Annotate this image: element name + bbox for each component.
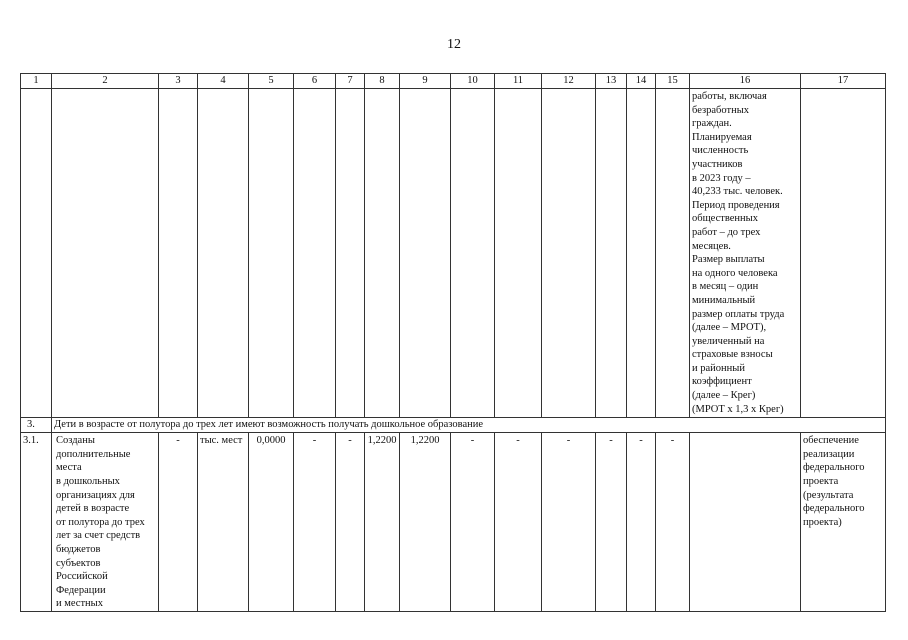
purpose-line: реализации — [803, 448, 855, 460]
description-line: работы, включая — [692, 91, 767, 102]
table-cell — [159, 89, 198, 418]
table-cell — [365, 89, 400, 418]
table-cell — [336, 89, 365, 418]
description-line: Размер выплаты — [692, 254, 765, 266]
indicator-name-line: бюджетов — [56, 544, 101, 555]
description-line: месяцев. — [692, 240, 731, 252]
table-cell: - — [495, 433, 542, 612]
column-number: 3 — [159, 74, 198, 89]
table-cell: - — [336, 433, 365, 612]
column-number: 14 — [627, 74, 656, 89]
column-number: 8 — [365, 74, 400, 89]
indicator-name-line: места — [56, 462, 82, 474]
indicator-name-line: и местных — [56, 598, 103, 610]
description-line: безработных — [692, 104, 750, 116]
column-number: 7 — [336, 74, 365, 89]
section-row — [21, 418, 886, 433]
column-number: 4 — [198, 74, 249, 89]
purpose-line: проекта — [803, 476, 839, 488]
description-line: численность — [692, 145, 749, 157]
value-cell: 1,2200 — [365, 433, 400, 612]
table-cell: - — [656, 433, 690, 612]
table-cell: - — [542, 433, 596, 612]
column-number: 5 — [249, 74, 294, 89]
indicator-name-line: от полутора до трех — [56, 516, 145, 528]
table-cell — [656, 89, 690, 418]
description-line: (далее – Крег) — [692, 390, 756, 402]
indicator-name-line: дополнительные — [56, 448, 131, 460]
description-line: в месяц – один — [692, 281, 759, 293]
description-line: общественных — [692, 213, 758, 225]
section-number: 3. — [21, 418, 52, 433]
description-line: увеличенный на — [692, 335, 765, 347]
purpose-line: (результата — [803, 489, 854, 501]
column-number-row — [21, 74, 886, 89]
description-line: 40,233 тыс. человек. — [692, 186, 783, 198]
table-cell: - — [159, 433, 198, 612]
column-number: 15 — [656, 74, 690, 89]
description-line: страховые взносы — [692, 349, 773, 361]
table-cell — [801, 89, 886, 418]
indicator-name-line: субъектов — [56, 557, 101, 569]
purpose-line: федерального — [803, 503, 865, 515]
page-number: 12 — [447, 37, 461, 52]
row-number: 3.1. — [21, 433, 52, 612]
document-table — [20, 73, 886, 612]
continuation-row — [21, 89, 886, 418]
description-line: Планируемая — [692, 131, 752, 143]
table-cell: - — [596, 433, 627, 612]
indicator-name-cell — [52, 433, 159, 612]
indicator-name-line: лет за счет средств — [56, 530, 141, 542]
description-line: Период проведения — [692, 199, 780, 211]
table-cell — [542, 89, 596, 418]
col16-description-cell — [690, 89, 801, 418]
unit-cell: тыс. мест — [198, 433, 249, 612]
indicator-name-line: Федерации — [56, 584, 106, 596]
description-line: на одного человека — [692, 267, 778, 279]
table-cell — [690, 433, 801, 612]
description-line: минимальный — [692, 294, 756, 306]
description-line: и районный — [692, 362, 745, 374]
table-cell — [249, 89, 294, 418]
indicator-name-line: организациях для — [56, 489, 135, 501]
column-number: 1 — [21, 74, 52, 89]
table-cell — [495, 89, 542, 418]
table-cell — [52, 89, 159, 418]
description-line: работ – до трех — [692, 226, 761, 238]
column-number: 11 — [495, 74, 542, 89]
description-line: в 2023 году – — [692, 172, 751, 184]
description-line: участников — [692, 158, 743, 170]
purpose-line: обеспечение — [803, 435, 859, 447]
description-line: граждан. — [692, 118, 732, 130]
description-line: (далее – МРОТ), — [692, 322, 767, 334]
value-cell: 0,0000 — [249, 433, 294, 612]
section-title: Дети в возрасте от полутора до трех лет имеют возможность получать дошкольное образование — [52, 418, 886, 433]
column-number: 17 — [801, 74, 886, 89]
indicator-name-line: Российской — [56, 571, 108, 583]
table-cell — [294, 89, 336, 418]
table-cell — [198, 89, 249, 418]
column-number: 6 — [294, 74, 336, 89]
table-cell — [400, 89, 451, 418]
indicator-name-line: детей в возрасте — [56, 503, 130, 515]
table-cell: - — [627, 433, 656, 612]
description-line: размер оплаты труда — [692, 308, 785, 320]
purpose-line: проекта) — [803, 516, 842, 528]
table-cell: - — [294, 433, 336, 612]
table-cell — [627, 89, 656, 418]
table-cell — [451, 89, 495, 418]
description-line: коэффициент — [692, 376, 752, 388]
purpose-line: федерального — [803, 462, 865, 474]
indicator-name-line: Созданы — [56, 435, 95, 447]
column-number: 13 — [596, 74, 627, 89]
column-number: 16 — [690, 74, 801, 89]
indicator-name-line: в дошкольных — [56, 476, 120, 488]
column-number: 12 — [542, 74, 596, 89]
table-cell — [596, 89, 627, 418]
value-cell: 1,2200 — [400, 433, 451, 612]
description-line: (МРОТ х 1,3 х Крег) — [692, 403, 784, 415]
column-number: 9 — [400, 74, 451, 89]
table-cell — [21, 89, 52, 418]
purpose-cell — [801, 433, 886, 612]
column-number: 2 — [52, 74, 159, 89]
table-row — [21, 433, 886, 612]
column-number: 10 — [451, 74, 495, 89]
table-cell: - — [451, 433, 495, 612]
